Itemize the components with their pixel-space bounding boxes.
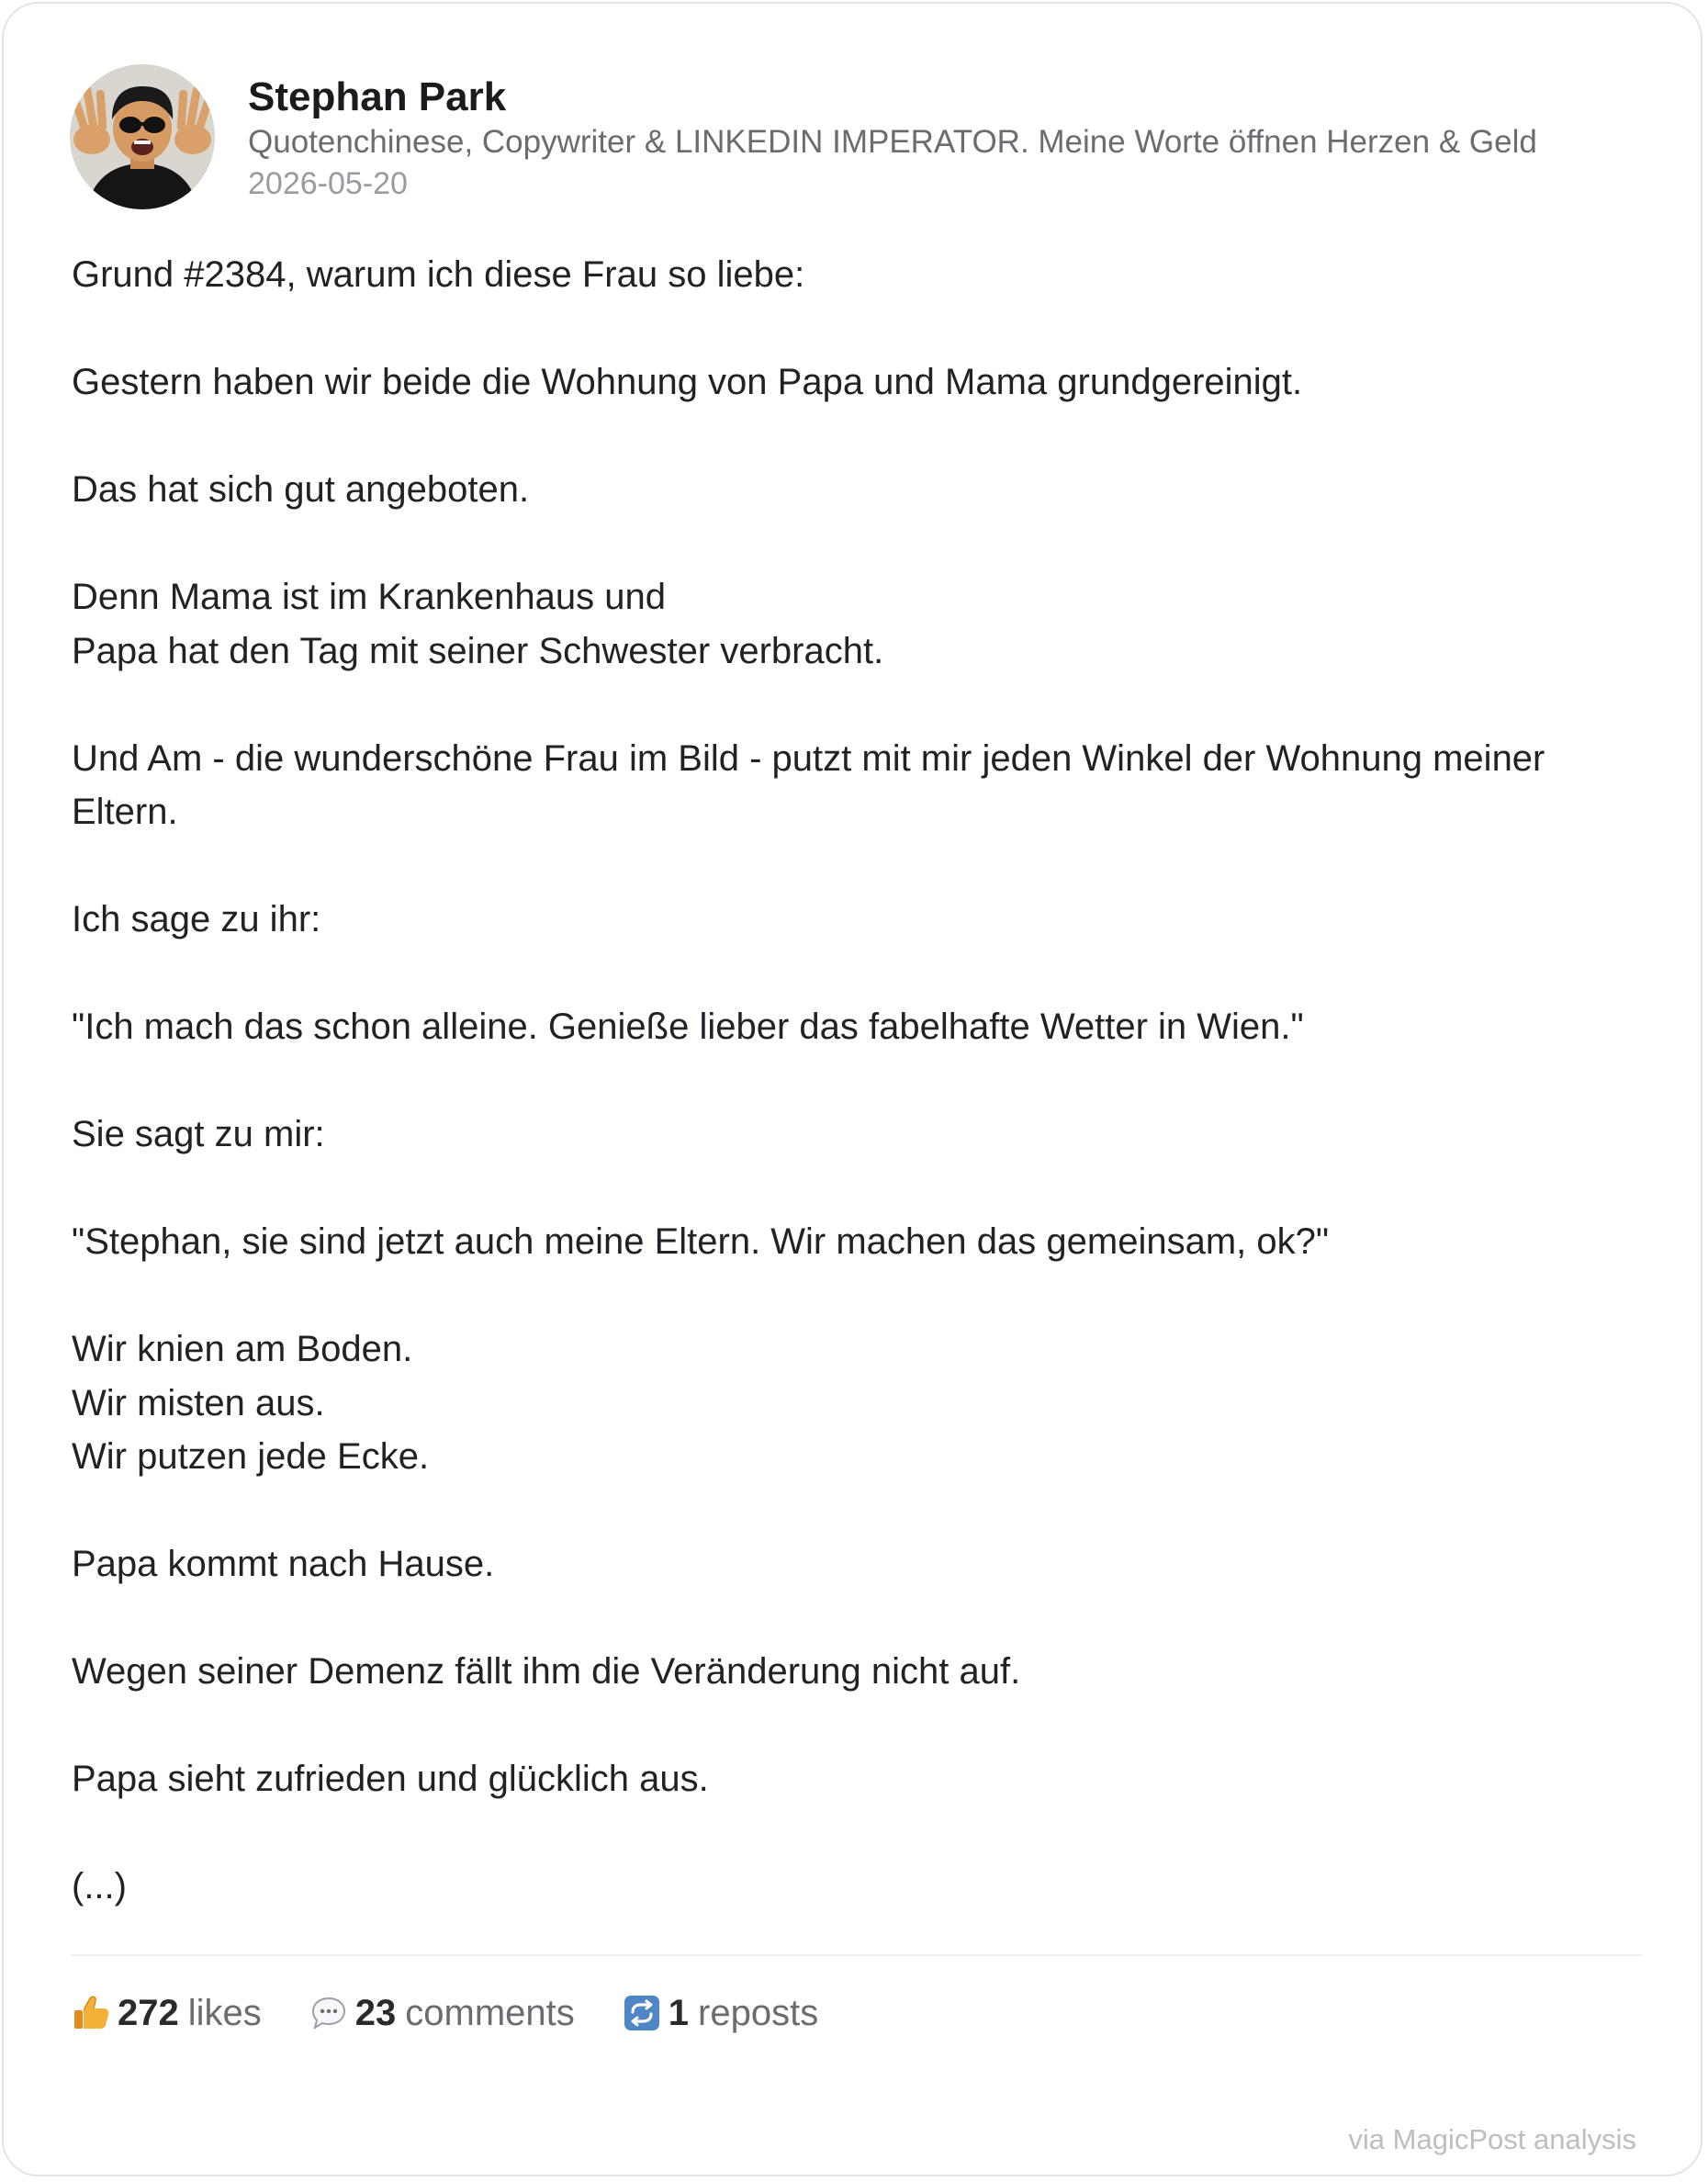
post-paragraph [72,1537,1651,1592]
post-line: Grund #2384, warum ich diese Frau so liebe: [72,254,805,295]
reposts-count: 1 [668,1993,690,2033]
post-paragraph [72,463,1651,517]
post-body [72,248,1651,1914]
post-line: Gestern haben wir beide die Wohnung von Papa und Mama grundgereinigt. [72,362,1303,402]
post-paragraph [72,732,1651,839]
footer-credit: via MagicPost analysis [1348,2123,1636,2155]
avatar-image [70,64,215,209]
post-card [2,2,1702,2176]
post-line: (...) [72,1866,127,1906]
post-line: "Stephan, sie sind jetzt auch meine Eltern. Wir machen das gemeinsam, ok?" [72,1221,1330,1262]
post-paragraph [72,1215,1651,1269]
post-line: Wir putzen jede Ecke. [72,1436,430,1477]
post-paragraph [72,1752,1651,1806]
post-line: Das hat sich gut angeboten. [72,469,530,510]
post-line: Papa hat den Tag mit seiner Schwester verbracht. [72,630,884,671]
thumbs-up-icon [72,1994,110,2032]
likes-count: 272 [118,1993,179,2033]
comments-label: comments [405,1993,575,2033]
post-paragraph [72,1000,1651,1054]
post-paragraph [72,893,1651,947]
post-line: Wegen seiner Demenz fällt ihm die Veränderung nicht auf. [72,1651,1021,1692]
post-paragraph [72,1860,1651,1914]
comments-stat[interactable] [309,1987,575,2039]
divider [72,1954,1642,1956]
author-headline: Quotenchinese, Copywriter & LINKEDIN IMPERATOR. Meine Worte öffnen Herzen & Geld [248,124,1537,160]
post-line: Papa sieht zufrieden und glücklich aus. [72,1759,709,1799]
comments-count: 23 [354,1993,397,2033]
repost-icon [623,1994,661,2032]
speech-bubble-icon [309,1994,348,2032]
post-paragraph [72,570,1651,678]
author-name[interactable]: Stephan Park [248,74,507,119]
post-line: Papa kommt nach Hause. [72,1544,495,1584]
post-line: Wir misten aus. [72,1382,325,1423]
post-paragraph [72,1322,1651,1484]
likes-stat[interactable] [72,1987,262,2039]
post-header [70,64,1537,211]
post-date: 2026-05-20 [248,166,408,201]
post-line: Denn Mama ist im Krankenhaus und [72,577,666,617]
reposts-stat[interactable] [623,1987,818,2039]
post-line: Ich sage zu ihr: [72,899,321,939]
author-info [248,64,1537,204]
post-line: Sie sagt zu mir: [72,1114,325,1154]
post-line: "Ich mach das schon alleine. Genieße lieber das fabelhafte Wetter in Wien." [72,1007,1304,1047]
engagement-stats [72,1987,866,2039]
post-paragraph [72,355,1651,410]
post-paragraph [72,1645,1651,1699]
post-paragraph [72,248,1651,302]
post-line: Wir knien am Boden. [72,1329,413,1369]
post-line: Und Am - die wunderschöne Frau im Bild - putzt mit mir jeden Winkel der Wohnung meiner Eltern. [72,737,1545,832]
likes-label: likes [187,1993,262,2033]
avatar[interactable] [70,64,215,209]
post-paragraph [72,1108,1651,1162]
reposts-label: reposts [698,1993,819,2033]
